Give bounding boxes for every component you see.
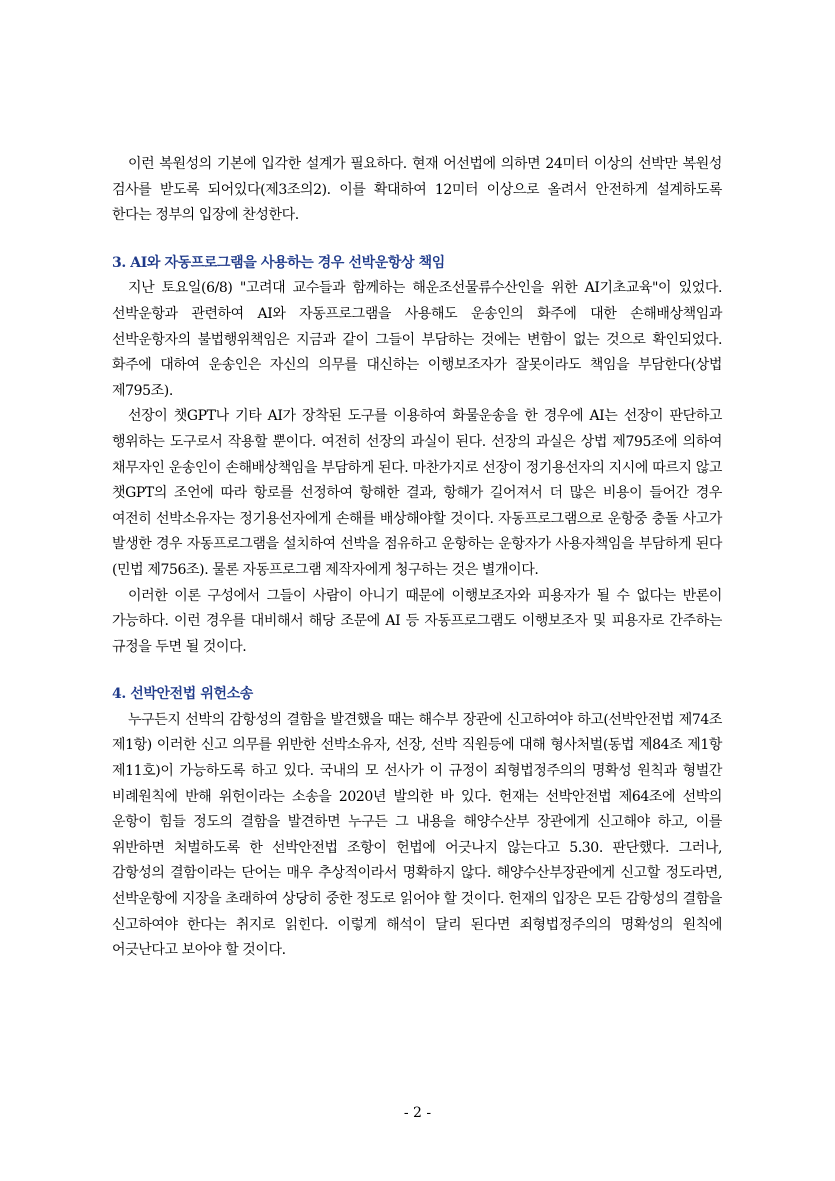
section-3-paragraph-2: 선장이 챗GPT나 기타 AI가 장착된 도구를 이용하여 화물운송을 한 경우에 AI는 선장이 판단하고 행위하는 도구로서 작용할 뿐이다. 여전히 선장의 과실이 된다. 선장의 과실은 상법 제795조에 의하여 채무자인 운송인이 손해배상책임을 부담하게 된다. 마찬가지로 선장이 정기용선자의 지시에 따르지 않고 챗GPT의 조언에 따라 항로를 선정하여 항해한 결과, 항해가 길어져서 더 많은 비용이 들어간 경우 여전히 선박소유자는 정기용선자에게 손해를 배상해야할 것이다. 자동프로그램으로 운항중 충돌 사고가 발생한 경우 자동프로그램을 설치하여 선박을 점유하고 운항하는 운항자가 사용자책임을 부담하게 된다(민법 제756조). 물론 자동프로그램 제작자에게 청구하는 것은 별개이다.: [112, 408, 722, 578]
section-gap: [112, 229, 722, 251]
section-3-paragraph-3: 이러한 이론 구성에서 그들이 사람이 아니기 때문에 이행보조자와 피용자가 될 수 없다는 반론이 가능하다. 이런 경우를 대비해서 해당 조문에 AI 등 자동프로그램도 이행보조자 및 피용자로 간주하는 규정을 두면 될 것이다.: [112, 587, 722, 655]
section-4-heading: 4. 선박안전법 위헌소송: [112, 686, 253, 703]
section-3-heading: 3. AI와 자동프로그램을 사용하는 경우 선박운항상 책임: [112, 254, 445, 271]
section-4-paragraph-1: 누구든지 선박의 감항성의 결함을 발견했을 때는 해수부 장관에 신고하여야 하고(선박안전법 제74조 제1항) 이러한 신고 의무를 위반한 선박소유자, 선장, 선박 직원등에 대해 형사처벌(동법 제84조 제1항 제11호)이 가능하도록 하고 있다. 국내의 모 선사가 이 규정이 죄형법정주의의 명확성 원칙과 형벌간 비례원칙에 반해 위헌이라는 소송을 2020년 발의한 바 있다. 헌재는 선박안전법 제64조에 선박의 운항이 힘들 정도의 결함을 발견하면 누구든 그 내용을 해양수산부 장관에게 신고해야 하고, 이를 위반하면 처벌하도록 한 선박안전법 조항이 헌법에 어긋나지 않는다고 5.30. 판단했다. 그러나, 감항성의 결함이라는 단어는 매우 추상적이라서 명확하지 않다. 해양수산부장관에게 신고할 정도라면, 선박운항에 지장을 초래하여 상당히 중한 정도로 읽어야 할 것이다. 헌재의 입장은 모든 감항성의 결함을 신고하여야 한다는 취지로 읽힌다. 이렇게 해석이 달리 된다면 죄형법정주의의 명확성의 원칙에 어긋난다고 보아야 할 것이다.: [112, 711, 722, 959]
paragraph-stability: 이런 복원성의 기본에 입각한 설계가 필요하다. 현재 어선법에 의하면 24미터 이상의 선박만 복원성 검사를 받도록 되어있다(제3조의2). 이를 확대하여 12미터 이상으로 올려서 안전하게 설계하도록 한다는 정부의 입장에 찬성한다.: [112, 156, 722, 224]
page-number: - 2 -: [403, 1105, 432, 1121]
section-gap: [112, 660, 722, 682]
section-3-paragraph-1: 지난 토요일(6/8) "고려대 교수들과 함께하는 해운조선물류수산인을 위한 AI기초교육"이 있었다. 선박운항과 관련하여 AI와 자동프로그램을 사용해도 운송인의 화주에 대한 손해배상책임과 선박운항자의 불법행위책임은 지금과 같이 그들이 부담하는 것에는 변함이 없는 것으로 확인되었다. 화주에 대하여 운송인은 자신의 의무를 대신하는 이행보조자가 잘못이라도 책임을 부담한다(상법 제795조).: [112, 280, 722, 399]
document-body: [112, 152, 722, 964]
